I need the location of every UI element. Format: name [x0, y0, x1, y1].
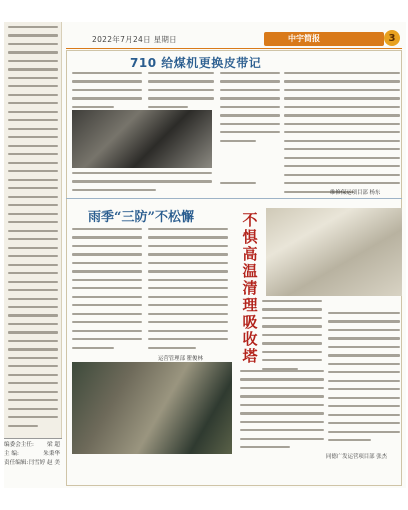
paper-name: 中宇简报	[288, 33, 320, 43]
article3-title-char: 塔	[242, 347, 258, 365]
text-line	[284, 131, 400, 133]
text-line	[72, 89, 142, 91]
text-line	[328, 312, 400, 314]
text-line	[72, 262, 142, 264]
text-line	[8, 365, 58, 367]
article3-body-col2	[328, 312, 400, 448]
article1-body-col4	[284, 72, 400, 199]
text-line	[328, 354, 400, 356]
text-line	[72, 236, 142, 238]
text-line	[220, 106, 280, 108]
text-line	[220, 140, 256, 142]
text-line	[148, 330, 228, 332]
text-line	[72, 338, 142, 340]
text-line	[328, 397, 400, 399]
text-line	[72, 172, 212, 174]
article3-title-char: 温	[242, 262, 258, 280]
text-line	[240, 370, 324, 372]
article1-body-lower	[72, 172, 212, 197]
credit-value: 朱秉华	[43, 451, 60, 457]
text-line	[148, 304, 228, 306]
text-line	[240, 421, 324, 423]
text-line	[284, 140, 400, 142]
text-line	[72, 80, 142, 82]
text-line	[148, 228, 228, 230]
article2-photo	[72, 362, 232, 454]
text-line	[8, 289, 58, 291]
text-line	[262, 351, 322, 353]
article2-title: 雨季“三防”不松懈	[88, 210, 194, 225]
article3-title-char: 理	[242, 296, 258, 314]
text-line	[8, 77, 58, 79]
text-line	[148, 347, 196, 349]
text-line	[328, 439, 371, 441]
text-line	[8, 306, 58, 308]
text-line	[72, 245, 142, 247]
text-line	[220, 72, 280, 74]
text-line	[262, 317, 322, 319]
text-line	[8, 43, 58, 45]
text-line	[220, 123, 280, 125]
article3-title	[240, 212, 260, 365]
text-line	[262, 300, 322, 302]
text-line	[8, 221, 58, 223]
text-line	[328, 371, 400, 373]
text-line	[148, 313, 228, 315]
text-line	[148, 296, 228, 298]
text-line	[8, 391, 58, 393]
text-line	[8, 314, 58, 316]
text-line	[240, 446, 290, 448]
text-line	[8, 170, 58, 172]
text-line	[72, 189, 156, 191]
text-line	[148, 236, 228, 238]
text-line	[8, 187, 58, 189]
text-line	[72, 228, 142, 230]
article2-body-col2	[148, 228, 228, 355]
article1-photo	[72, 110, 212, 168]
text-line	[72, 287, 142, 289]
text-line	[284, 114, 400, 116]
text-line	[8, 111, 58, 113]
text-line	[8, 238, 58, 240]
article3-title-char: 吸	[242, 313, 258, 331]
text-line	[72, 313, 142, 315]
text-line	[72, 106, 114, 108]
article1-body-col2	[148, 72, 214, 114]
text-line	[8, 128, 58, 130]
text-line	[328, 320, 400, 322]
article1-body-col1	[72, 72, 142, 114]
article1-body-col3	[220, 72, 280, 148]
text-line	[240, 404, 324, 406]
article3-title-char: 惧	[242, 228, 258, 246]
article2-body-col1	[72, 228, 142, 355]
text-line	[220, 97, 280, 99]
text-line	[8, 399, 58, 401]
credit-label: 责任编辑:	[4, 460, 29, 466]
text-line	[148, 287, 228, 289]
text-line	[72, 72, 142, 74]
text-line	[8, 247, 58, 249]
text-line	[148, 97, 214, 99]
text-line	[148, 245, 228, 247]
text-line	[72, 321, 142, 323]
text-line	[8, 179, 58, 181]
credit-value: 闫雪婷 赵 美	[28, 460, 60, 466]
text-line	[8, 119, 58, 121]
page-number-badge: 3	[384, 30, 400, 46]
text-line	[8, 357, 58, 359]
text-line	[8, 255, 58, 257]
text-line	[8, 213, 58, 215]
text-line	[262, 359, 322, 361]
text-line	[240, 412, 324, 414]
text-line	[8, 272, 58, 274]
left-column	[4, 22, 62, 438]
text-line	[240, 387, 324, 389]
text-line	[72, 97, 142, 99]
text-line	[220, 114, 280, 116]
text-line	[72, 304, 142, 306]
text-line	[328, 380, 400, 382]
text-line	[8, 281, 58, 283]
text-line	[8, 264, 58, 266]
text-line	[8, 425, 38, 427]
text-line	[8, 374, 58, 376]
text-line	[328, 431, 400, 433]
text-line	[8, 136, 58, 138]
section-divider	[66, 198, 402, 199]
text-line	[72, 253, 142, 255]
text-line	[262, 325, 322, 327]
text-line	[8, 60, 58, 62]
text-line	[8, 153, 58, 155]
text-line	[148, 338, 228, 340]
credit-label: 编委会主任:	[4, 442, 34, 448]
text-line	[328, 329, 400, 331]
text-line	[8, 68, 58, 70]
text-line	[8, 162, 58, 164]
article3-title-char: 收	[242, 330, 258, 348]
credit-label: 主 编:	[4, 451, 19, 457]
text-line	[240, 429, 324, 431]
text-line	[328, 388, 400, 390]
text-line	[72, 347, 114, 349]
text-line	[8, 331, 58, 333]
text-line	[284, 123, 400, 125]
text-line	[240, 395, 324, 397]
article3-title-char: 不	[242, 211, 258, 229]
issue-date: 2022年7月24日 星期日	[92, 34, 177, 44]
text-line	[328, 422, 400, 424]
text-line	[220, 80, 280, 82]
text-line	[328, 363, 400, 365]
text-line	[284, 97, 400, 99]
text-line	[8, 51, 58, 53]
text-line	[262, 334, 322, 336]
masthead-bar	[264, 32, 384, 46]
text-line	[72, 296, 142, 298]
left-column-text	[8, 26, 58, 433]
text-line	[8, 230, 58, 232]
article1-body-tail	[220, 182, 280, 190]
text-line	[8, 323, 58, 325]
text-line	[284, 157, 400, 159]
credit-value: 梁 超	[47, 442, 60, 448]
text-line	[72, 279, 142, 281]
text-line	[148, 106, 188, 108]
text-line	[148, 262, 228, 264]
text-line	[240, 438, 324, 440]
text-line	[284, 182, 400, 184]
text-line	[328, 405, 400, 407]
text-line	[240, 378, 324, 380]
text-line	[148, 80, 214, 82]
text-line	[328, 414, 400, 416]
article3-body-col3	[240, 370, 324, 455]
text-line	[8, 145, 58, 147]
text-line	[220, 89, 280, 91]
text-line	[284, 165, 400, 167]
article3-photo	[266, 208, 402, 296]
article1-byline: 维修保运项目部 杨东	[330, 190, 381, 196]
text-line	[8, 416, 58, 418]
text-line	[8, 382, 58, 384]
text-line	[328, 346, 400, 348]
text-line	[8, 204, 58, 206]
text-line	[284, 89, 400, 91]
article3-title-char: 清	[242, 279, 258, 297]
page-header	[66, 31, 402, 47]
text-line	[8, 340, 58, 342]
text-line	[8, 196, 58, 198]
article1-title: 710 给煤机更换皮带记	[130, 56, 262, 70]
text-line	[328, 337, 400, 339]
text-line	[284, 80, 400, 82]
text-line	[284, 148, 400, 150]
text-line	[148, 72, 214, 74]
text-line	[8, 85, 58, 87]
text-line	[8, 102, 58, 104]
text-line	[8, 348, 58, 350]
text-line	[72, 270, 142, 272]
article3-title-char: 高	[242, 245, 258, 263]
text-line	[220, 182, 256, 184]
text-line	[262, 308, 322, 310]
text-line	[284, 174, 400, 176]
text-line	[8, 298, 58, 300]
editorial-credits	[4, 438, 62, 484]
article2-byline: 运营管理部 瞿俊林	[158, 356, 203, 362]
text-line	[8, 408, 58, 410]
text-line	[8, 94, 58, 96]
article3-byline: 同德广发运营项目部 张杰	[326, 454, 388, 460]
text-line	[148, 279, 228, 281]
article3-body-col1	[262, 300, 322, 376]
text-line	[72, 330, 142, 332]
text-line	[8, 34, 58, 36]
text-line	[262, 342, 322, 344]
text-line	[148, 270, 228, 272]
text-line	[220, 131, 280, 133]
text-line	[72, 180, 212, 182]
text-line	[148, 253, 228, 255]
text-line	[8, 26, 58, 28]
text-line	[284, 72, 400, 74]
header-divider	[66, 48, 402, 49]
text-line	[284, 106, 400, 108]
text-line	[148, 321, 228, 323]
text-line	[148, 89, 214, 91]
